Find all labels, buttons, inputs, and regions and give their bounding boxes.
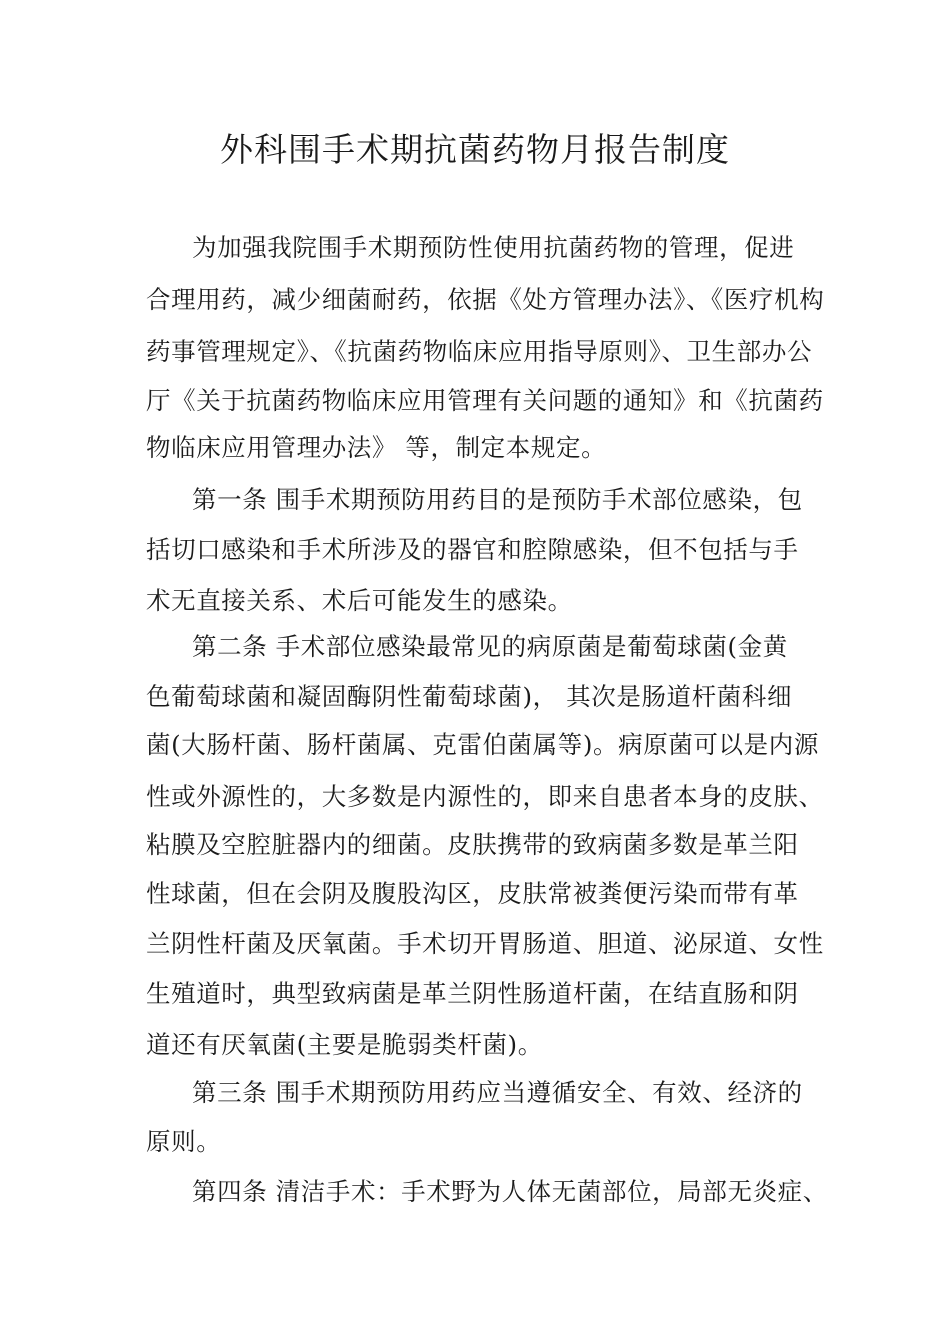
article-2-line-2: 色葡萄球菌和凝固酶阴性葡萄球菌)， 其次是肠道杆菌科细 [146, 682, 793, 711]
document-title: 外科围手术期抗菌药物月报告制度 [220, 130, 730, 169]
article-2-line-3: 菌(大肠杆菌、肠杆菌属、克雷伯菌属等)。病原菌可以是内源 [146, 730, 819, 759]
article-1-line-2: 括切口感染和手术所涉及的器官和腔隙感染，但不包括与手 [146, 535, 799, 564]
article-2-line-4: 性或外源性的，大多数是内源性的，即来自患者本身的皮肤、 [146, 782, 824, 811]
intro-line-1: 为加强我院围手术期预防性使用抗菌药物的管理，促进 [192, 233, 795, 262]
article-2-line-7: 兰阴性杆菌及厌氧菌。手术切开胃肠道、胆道、泌尿道、女性 [146, 929, 824, 958]
article-4-line-1: 第四条 清洁手术：手术野为人体无菌部位，局部无炎症、 [192, 1177, 828, 1206]
article-3-line-1: 第三条 围手术期预防用药应当遵循安全、有效、经济的 [192, 1078, 803, 1107]
article-2-line-5: 粘膜及空腔脏器内的细菌。皮肤携带的致病菌多数是革兰阳 [146, 830, 799, 859]
intro-line-2: 合理用药，减少细菌耐药，依据《处方管理办法》、《医疗机构 [146, 285, 825, 314]
intro-line-3: 药事管理规定》、《抗菌药物临床应用指导原则》、卫生部办公 [146, 337, 813, 366]
article-2-line-9: 道还有厌氧菌(主要是脆弱类杆菌)。 [146, 1030, 543, 1059]
article-2-line-6: 性球菌，但在会阴及腹股沟区，皮肤常被粪便污染而带有革 [146, 879, 799, 908]
article-3-line-2: 原则。 [146, 1127, 222, 1156]
intro-line-4: 厅《关于抗菌药物临床应用管理有关问题的通知》和《抗菌药 [146, 386, 824, 415]
article-2-line-1: 第二条 手术部位感染最常见的病原菌是葡萄球菌(金黄 [192, 632, 788, 661]
article-1-line-1: 第一条 围手术期预防用药目的是预防手术部位感染，包 [192, 485, 803, 514]
article-1-line-3: 术无直接关系、术后可能发生的感染。 [146, 586, 573, 615]
intro-line-5: 物临床应用管理办法》 等，制定本规定。 [146, 433, 607, 462]
article-2-line-8: 生殖道时，典型致病菌是革兰阴性肠道杆菌，在结直肠和阴 [146, 979, 799, 1008]
